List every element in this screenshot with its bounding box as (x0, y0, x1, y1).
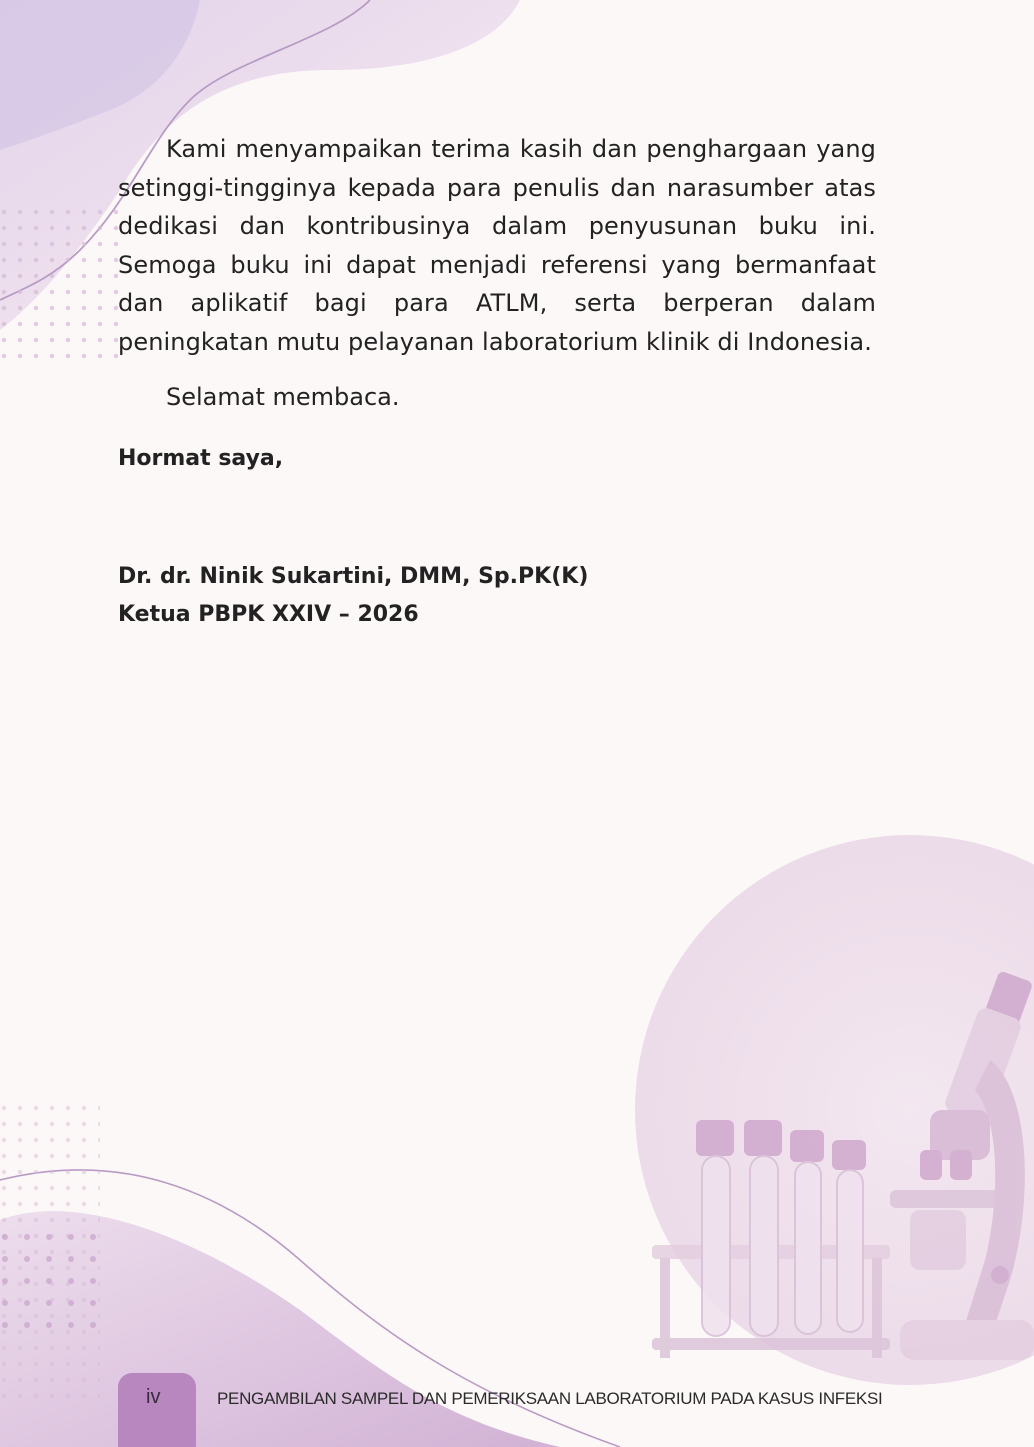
page-number-tab (118, 1373, 196, 1447)
running-title: PENGAMBILAN SAMPEL DAN PEMERIKSAAN LABORATORIUM PADA KASUS INFEKSI (217, 1389, 883, 1408)
closing-line: Selamat membaca. (166, 383, 400, 411)
body-text (118, 130, 876, 362)
acknowledgement-paragraph: Kami menyampaikan terima kasih dan penghargaan yang setinggi-tingginya kepada para penulis dan narasumber atas dedikasi dan kontribusinya dalam penyusunan buku ini. Semoga buku ini dapat menjadi referensi yang bermanfaat dan aplikatif bagi para ATLM, serta berperan dalam peningkatan mutu pelayanan laboratorium klinik di Indonesia. (118, 135, 876, 356)
regards-line: Hormat saya, (118, 446, 284, 471)
top-left-dot-grid (0, 200, 120, 360)
signer-title: Ketua PBPK XXIV – 2026 (118, 602, 419, 627)
signer-name: Dr. dr. Ninik Sukartini, DMM, Sp.PK(K) (118, 564, 589, 589)
bottom-left-dot-grid-dark (0, 1220, 110, 1340)
page-number: iv (146, 1386, 161, 1408)
